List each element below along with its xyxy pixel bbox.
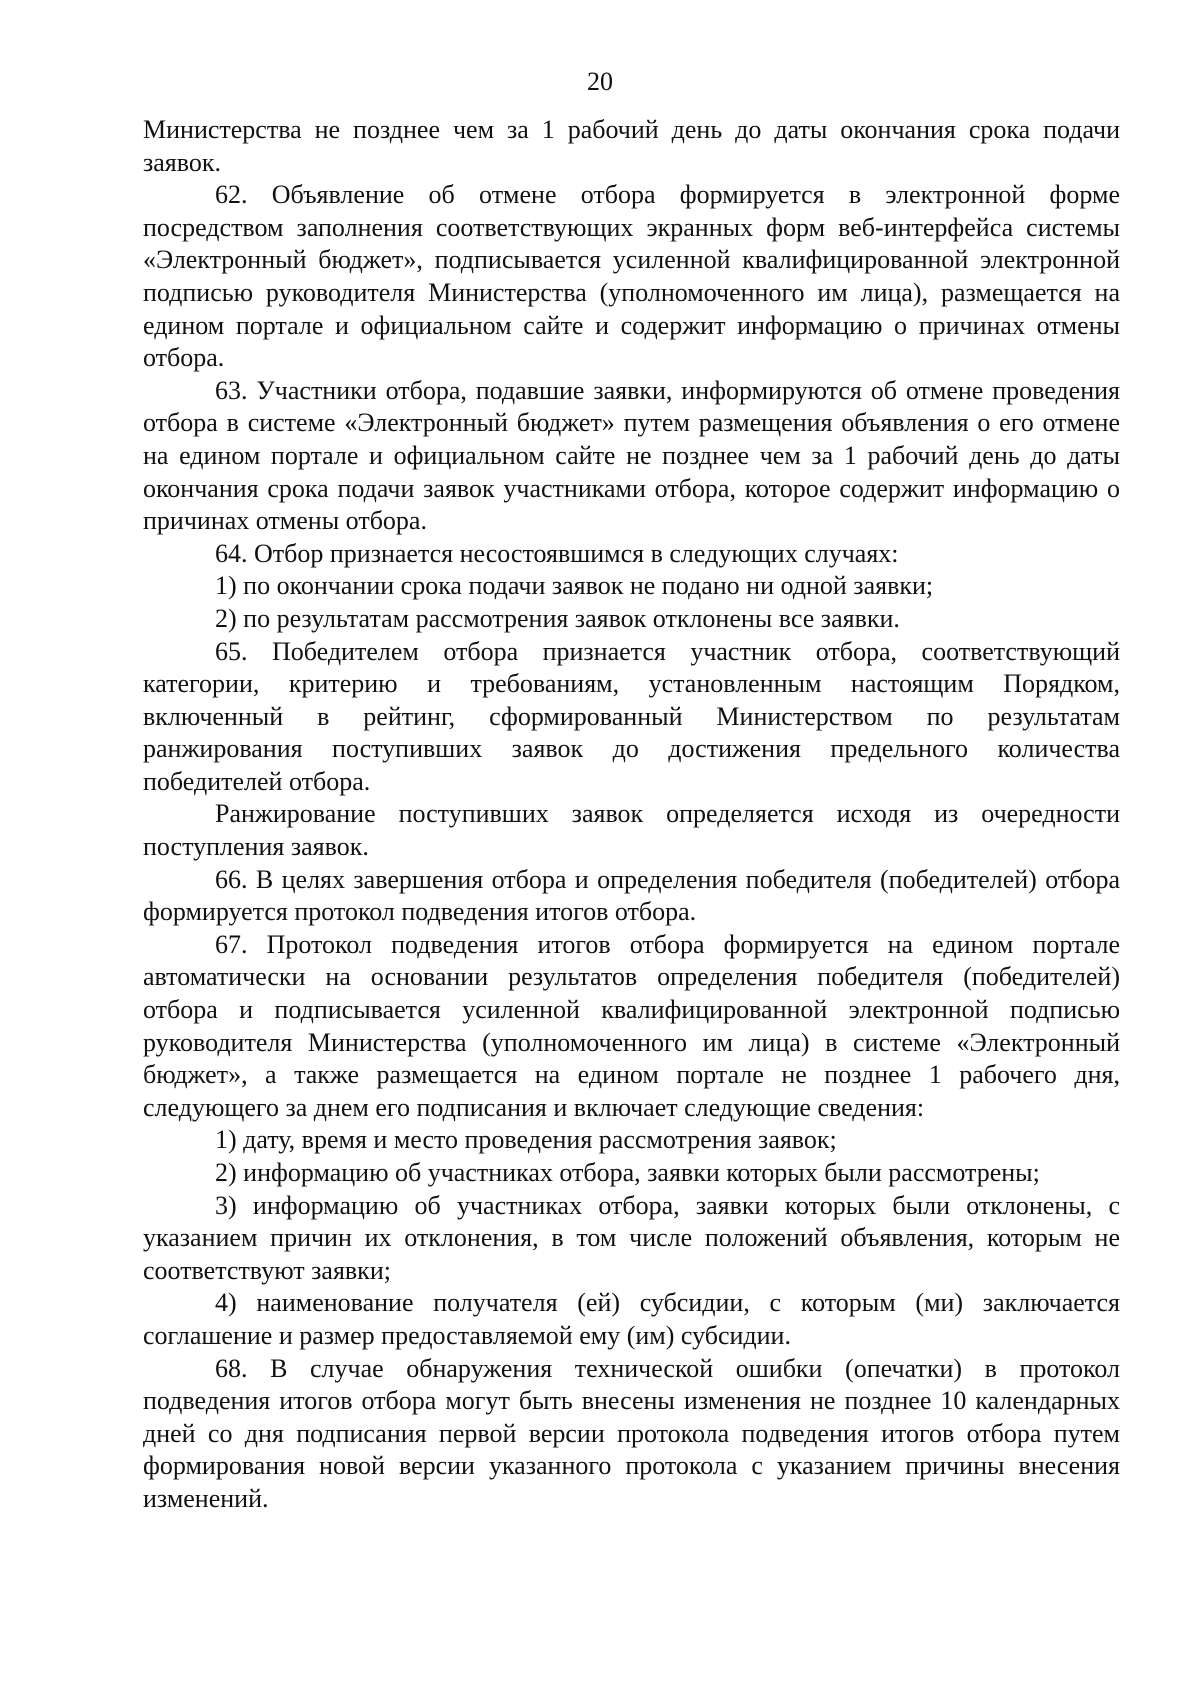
paragraph-64: 64. Отбор признается несостоявшимся в следующих случаях:	[215, 538, 899, 568]
paragraph-67-item-2: 2) информацию об участниках отбора, заявки которых были рассмотрены;	[215, 1158, 1040, 1187]
paragraph-65: 65. Победителем отбора признается участник отбора, соответствующий категории, критерию и требованиям, установленным настоящим Порядком, включенный в рейтинг, сформированный Министерством по результатам ранжирования поступивших заявок до достижения предельного количества победителей отбора.	[143, 636, 1120, 796]
paragraph-67-item-4: 4) наименование получателя (ей) субсидии, с которым (ми) заключается соглашение и размер предоставляемой ему (им) субсидии.	[143, 1288, 1120, 1350]
page-number: 20	[587, 67, 613, 96]
paragraph-64-item-2: 2) по результатам рассмотрения заявок отклонены все заявки.	[215, 603, 900, 633]
paragraph-68: 68. В случае обнаружения технической ошибки (опечатки) в протокол подведения итогов отбора могут быть внесены изменения не позднее 10 календарных дней со дня подписания первой версии протокола подведения итогов отбора путем формирования новой версии указанного протокола с указанием причины внесения изменений.	[143, 1353, 1120, 1513]
paragraph-64-item-1: 1) по окончании срока подачи заявок не подано ни одной заявки;	[215, 571, 934, 601]
paragraph-62: 62. Объявление об отмене отбора формируется в электронной форме посредством заполнения соответствующих экранных форм веб-интерфейса системы «Электронный бюджет», подписывается усиленной квалифицированной электронной подписью руководителя Министерства (уполномоченного им лица), размещается на едином портале и официальном сайте и содержит информацию о причинах отмены отбора.	[143, 180, 1120, 373]
paragraph-65-ranking: Ранжирование поступивших заявок определяется исходя из очередности поступления заявок.	[143, 799, 1120, 862]
document-body	[143, 114, 1120, 1516]
paragraph-67-item-3: 3) информацию об участниках отбора, заявки которых были отклонены, с указанием причин их отклонения, в том числе положений объявления, которым не соответствуют заявки;	[143, 1190, 1120, 1285]
paragraph-67-item-1: 1) дату, время и место проведения рассмотрения заявок;	[215, 1125, 837, 1155]
paragraph-continuation: Министерства не позднее чем за 1 рабочий день до даты окончания срока подачи заявок.	[143, 115, 1120, 177]
paragraph-63: 63. Участники отбора, подавшие заявки, информируются об отмене проведения отбора в системе «Электронный бюджет» путем размещения объявления о его отмене на едином портале и официальном сайте не позднее чем за 1 рабочий день до даты окончания срока подачи заявок участниками отбора, которое содержит информацию о причинах отмены отбора.	[143, 375, 1120, 536]
paragraph-67: 67. Протокол подведения итогов отбора формируется на едином портале автоматически на основании результатов определения победителя (победителей) отбора и подписывается усиленной квалифицированной электронной подписью руководителя Министерства (уполномоченного им лица) в системе «Электронный бюджет», а также размещается на едином портале не позднее 1 рабочего дня, следующего за днем его подписания и включает следующие сведения:	[143, 929, 1120, 1122]
paragraph-66: 66. В целях завершения отбора и определения победителя (победителей) отбора формируется протокол подведения итогов отбора.	[143, 864, 1120, 927]
